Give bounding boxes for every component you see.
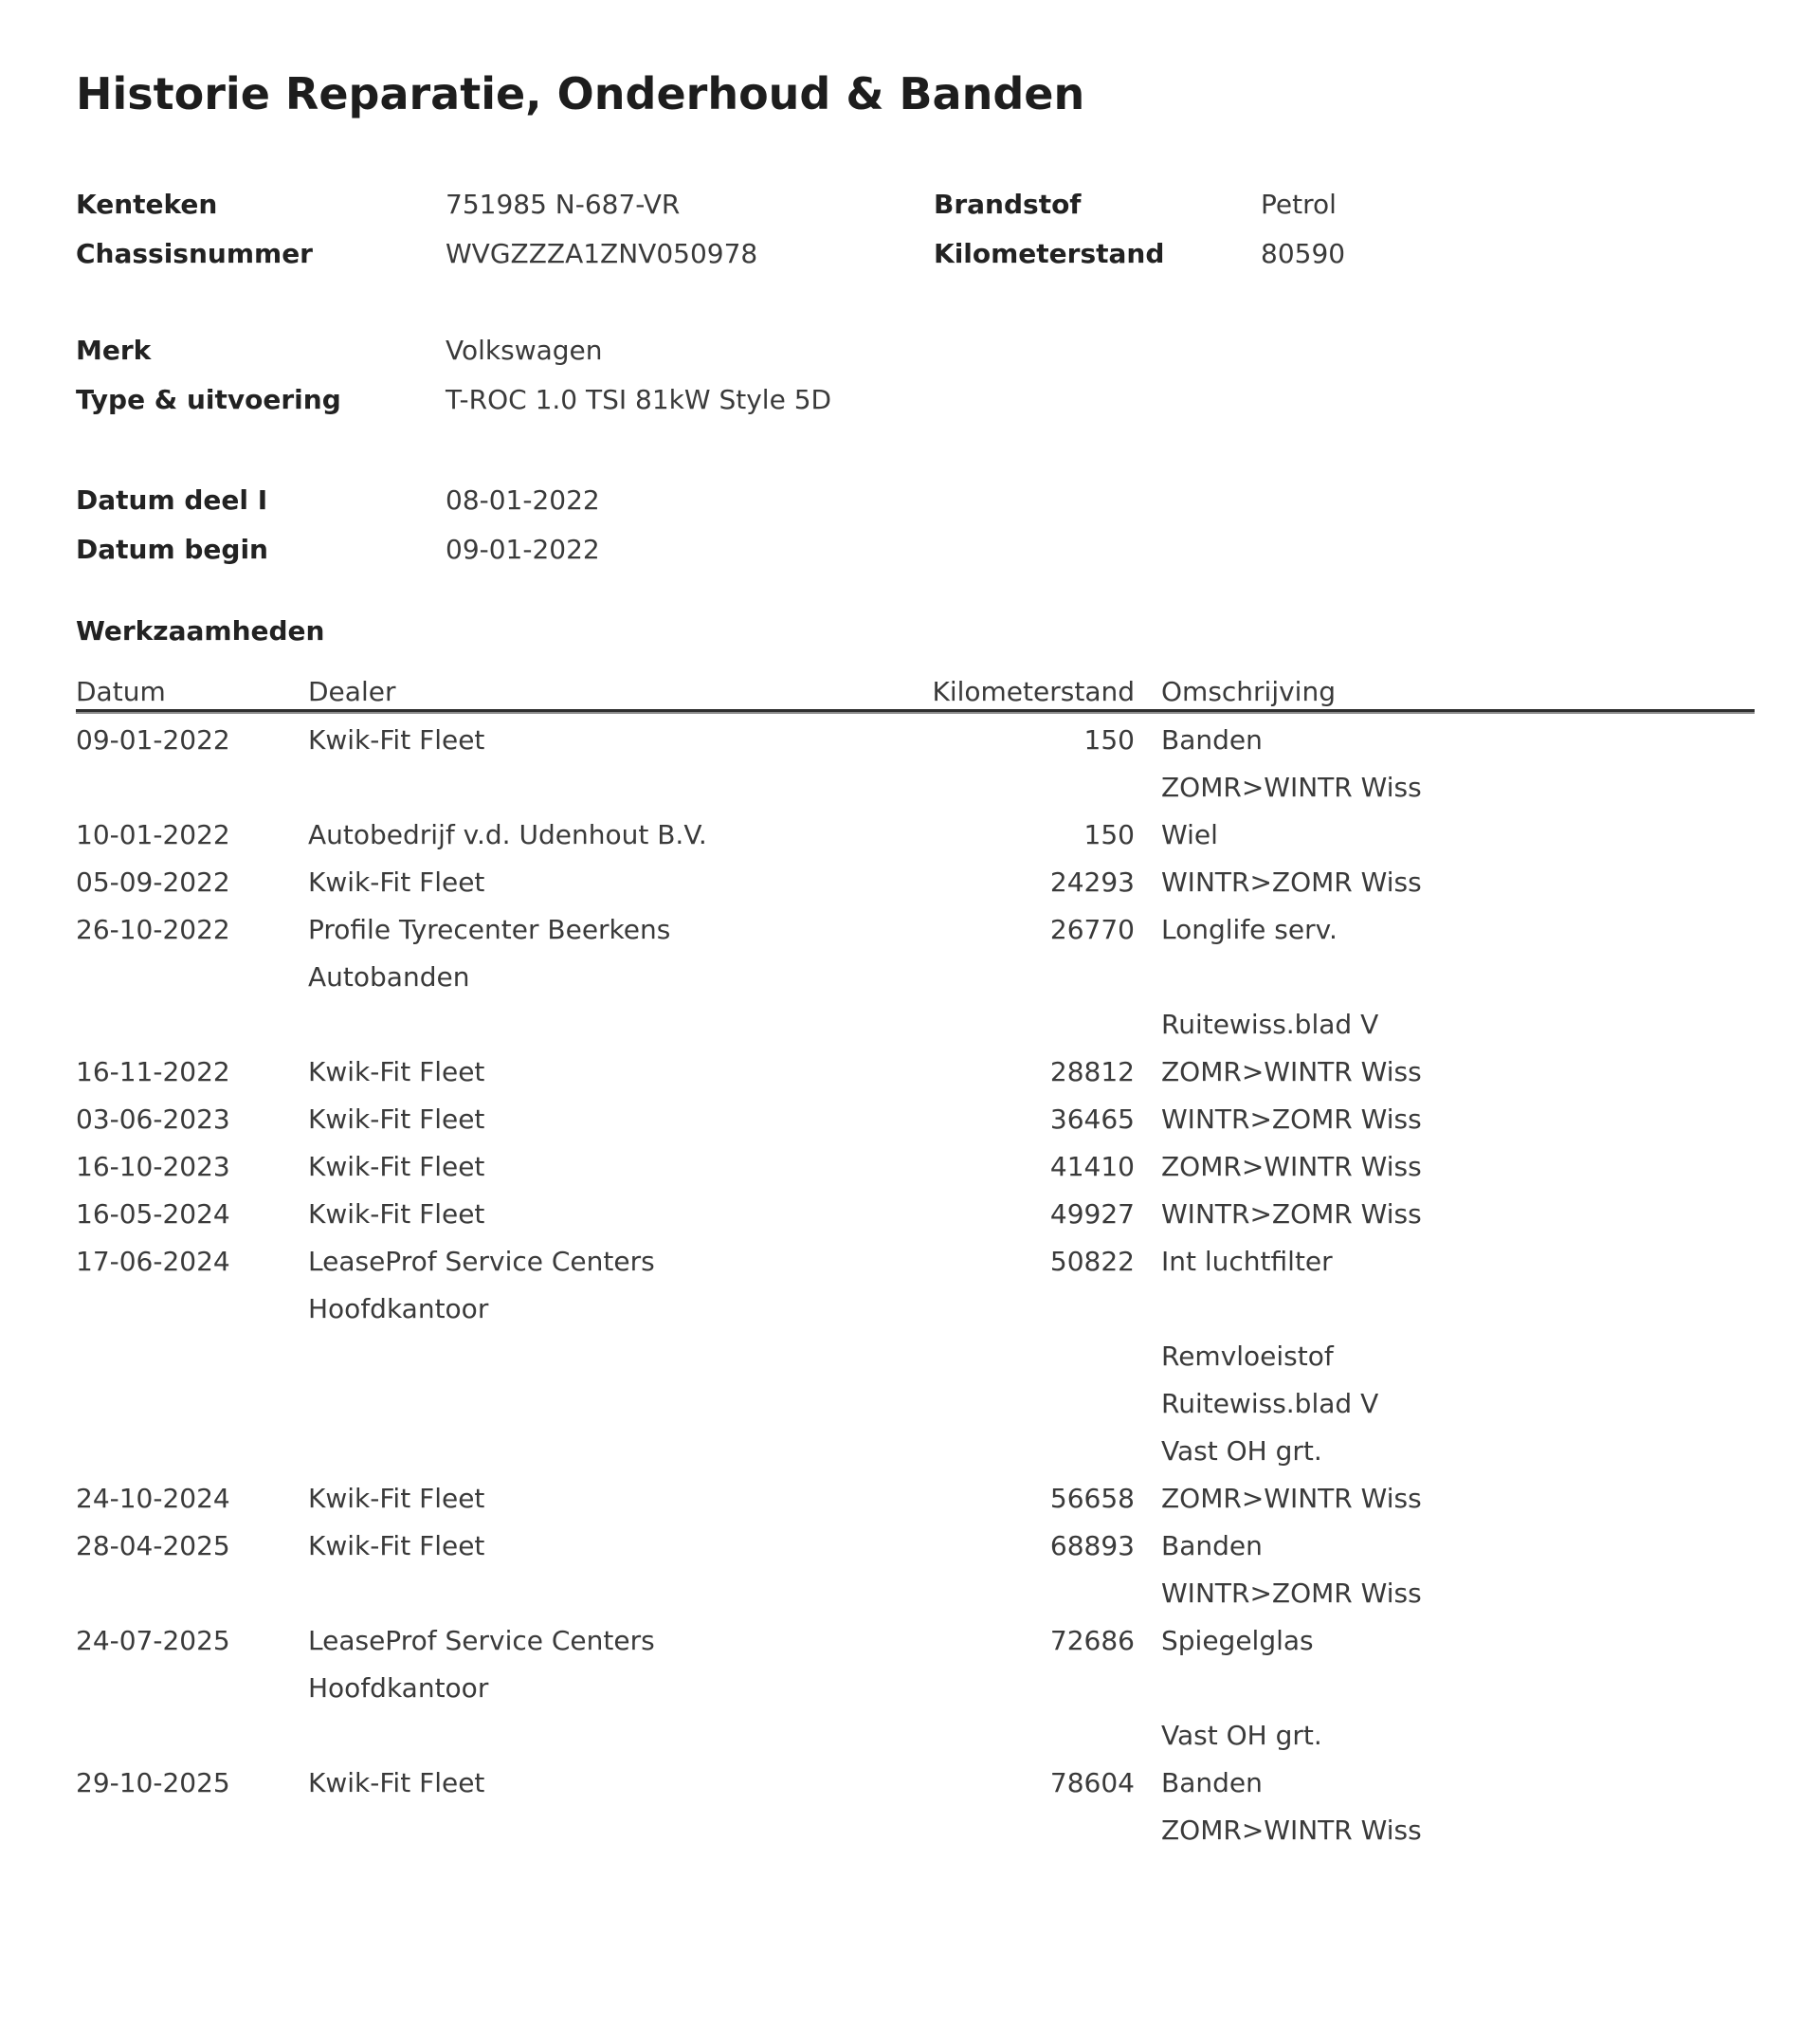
table-header-row [76,676,1755,710]
table-row [76,1475,1755,1523]
cell-dealer: Kwik-Fit Fleet [308,1483,485,1514]
column-header-datum: Datum [76,676,166,707]
table-row [76,1617,1755,1665]
cell-kilometerstand: 72686 [1049,1625,1135,1656]
cell-kilometerstand: 150 [1083,819,1135,850]
section-title-werkzaamheden: Werkzaamheden [76,615,325,647]
cell-dealer: Kwik-Fit Fleet [308,1151,485,1182]
cell-dealer: Kwik-Fit Fleet [308,1767,485,1798]
cell-omschrijving: Banden [1161,1530,1263,1561]
cell-omschrijving: Longlife serv. [1161,914,1338,945]
datum-begin-label: Datum begin [76,534,268,565]
datum-begin-value: 09-01-2022 [446,534,600,565]
cell-kilometerstand: 26770 [1049,914,1135,945]
cell-omschrijving: Remvloeistof [1161,1341,1334,1372]
cell-kilometerstand: 50822 [1049,1246,1135,1277]
table-row [76,764,1755,812]
table-row [76,1238,1755,1286]
table-row [76,1001,1755,1049]
table-row [76,1096,1755,1143]
column-header-dealer: Dealer [308,676,396,707]
info-row-chassisnummer [76,238,1755,276]
cell-datum: 28-04-2025 [76,1530,230,1561]
cell-datum: 05-09-2022 [76,866,230,898]
table-row [76,1807,1755,1854]
cell-kilometerstand: 49927 [1049,1198,1135,1230]
cell-kilometerstand: 150 [1083,724,1135,756]
cell-dealer: Kwik-Fit Fleet [308,866,485,898]
cell-dealer: LeaseProf Service Centers [308,1246,655,1277]
cell-omschrijving: WINTR>ZOMR Wiss [1161,1104,1422,1135]
table-row [76,1380,1755,1428]
cell-kilometerstand: 28812 [1049,1056,1135,1087]
werkzaamheden-rows [76,717,1755,1854]
table-row [76,1570,1755,1617]
type-value: T-ROC 1.0 TSI 81kW Style 5D [446,384,832,415]
page-title: Historie Reparatie, Onderhoud & Banden [76,68,1085,119]
brandstof-value: Petrol [1261,189,1337,220]
info-row-datum-begin [76,534,1755,572]
cell-kilometerstand: 78604 [1049,1767,1135,1798]
table-row [76,1191,1755,1238]
table-row [76,1428,1755,1475]
cell-omschrijving: ZOMR>WINTR Wiss [1161,1483,1422,1514]
datum-deel-label: Datum deel I [76,484,268,516]
table-row [76,1523,1755,1570]
table-row [76,1286,1755,1333]
cell-datum: 16-05-2024 [76,1198,230,1230]
kilometerstand-value: 80590 [1261,238,1346,269]
cell-kilometerstand: 24293 [1049,866,1135,898]
cell-omschrijving: ZOMR>WINTR Wiss [1161,1151,1422,1182]
info-row-type [76,384,1755,422]
cell-dealer: Hoofdkantoor [308,1293,489,1324]
cell-dealer: Autobanden [308,961,470,993]
table-row [76,1049,1755,1096]
cell-datum: 29-10-2025 [76,1767,230,1798]
cell-omschrijving: ZOMR>WINTR Wiss [1161,1815,1422,1846]
cell-omschrijving: Ruitewiss.blad V [1161,1009,1379,1040]
cell-omschrijving: Wiel [1161,819,1218,850]
cell-kilometerstand: 68893 [1049,1530,1135,1561]
cell-omschrijving: ZOMR>WINTR Wiss [1161,772,1422,803]
table-row [76,1333,1755,1380]
cell-dealer: Autobedrijf v.d. Udenhout B.V. [308,819,707,850]
cell-omschrijving: Ruitewiss.blad V [1161,1388,1379,1419]
table-row [76,717,1755,764]
kenteken-value: 751985 N-687-VR [446,189,681,220]
cell-dealer: Profile Tyrecenter Beerkens [308,914,671,945]
merk-label: Merk [76,335,152,366]
cell-dealer: Kwik-Fit Fleet [308,724,485,756]
column-header-omschrijving: Omschrijving [1161,676,1336,707]
cell-datum: 16-11-2022 [76,1056,230,1087]
cell-datum: 17-06-2024 [76,1246,230,1277]
cell-dealer: Hoofdkantoor [308,1672,489,1704]
cell-dealer: Kwik-Fit Fleet [308,1530,485,1561]
table-row [76,1760,1755,1807]
info-row-datum-deel [76,484,1755,522]
table-row [76,906,1755,954]
table-row [76,1712,1755,1760]
cell-dealer: Kwik-Fit Fleet [308,1198,485,1230]
cell-kilometerstand: 41410 [1049,1151,1135,1182]
kenteken-label: Kenteken [76,189,218,220]
cell-omschrijving: Banden [1161,724,1263,756]
table-row [76,1143,1755,1191]
cell-datum: 24-10-2024 [76,1483,230,1514]
column-header-kilometerstand: Kilometerstand [932,676,1135,707]
table-row [76,954,1755,1001]
cell-omschrijving: Int luchtfilter [1161,1246,1333,1277]
cell-dealer: Kwik-Fit Fleet [308,1104,485,1135]
chassisnummer-value: WVGZZZA1ZNV050978 [446,238,758,269]
table-header-rule [76,709,1755,714]
cell-omschrijving: Vast OH grt. [1161,1720,1322,1751]
cell-omschrijving: WINTR>ZOMR Wiss [1161,866,1422,898]
cell-datum: 16-10-2023 [76,1151,230,1182]
merk-value: Volkswagen [446,335,603,366]
datum-deel-value: 08-01-2022 [446,484,600,516]
info-row-kenteken [76,189,1755,227]
cell-dealer: Kwik-Fit Fleet [308,1056,485,1087]
type-label: Type & uitvoering [76,384,341,415]
cell-kilometerstand: 56658 [1049,1483,1135,1514]
cell-datum: 26-10-2022 [76,914,230,945]
cell-dealer: LeaseProf Service Centers [308,1625,655,1656]
cell-omschrijving: ZOMR>WINTR Wiss [1161,1056,1422,1087]
table-row [76,812,1755,859]
kilometerstand-label: Kilometerstand [934,238,1165,269]
table-row [76,1665,1755,1712]
cell-omschrijving: Banden [1161,1767,1263,1798]
cell-datum: 09-01-2022 [76,724,230,756]
cell-omschrijving: Vast OH grt. [1161,1435,1322,1467]
cell-datum: 24-07-2025 [76,1625,230,1656]
cell-datum: 10-01-2022 [76,819,230,850]
cell-omschrijving: WINTR>ZOMR Wiss [1161,1578,1422,1609]
table-row [76,859,1755,906]
brandstof-label: Brandstof [934,189,1082,220]
chassisnummer-label: Chassisnummer [76,238,313,269]
cell-omschrijving: WINTR>ZOMR Wiss [1161,1198,1422,1230]
cell-datum: 03-06-2023 [76,1104,230,1135]
cell-kilometerstand: 36465 [1049,1104,1135,1135]
cell-omschrijving: Spiegelglas [1161,1625,1314,1656]
info-row-merk [76,335,1755,373]
